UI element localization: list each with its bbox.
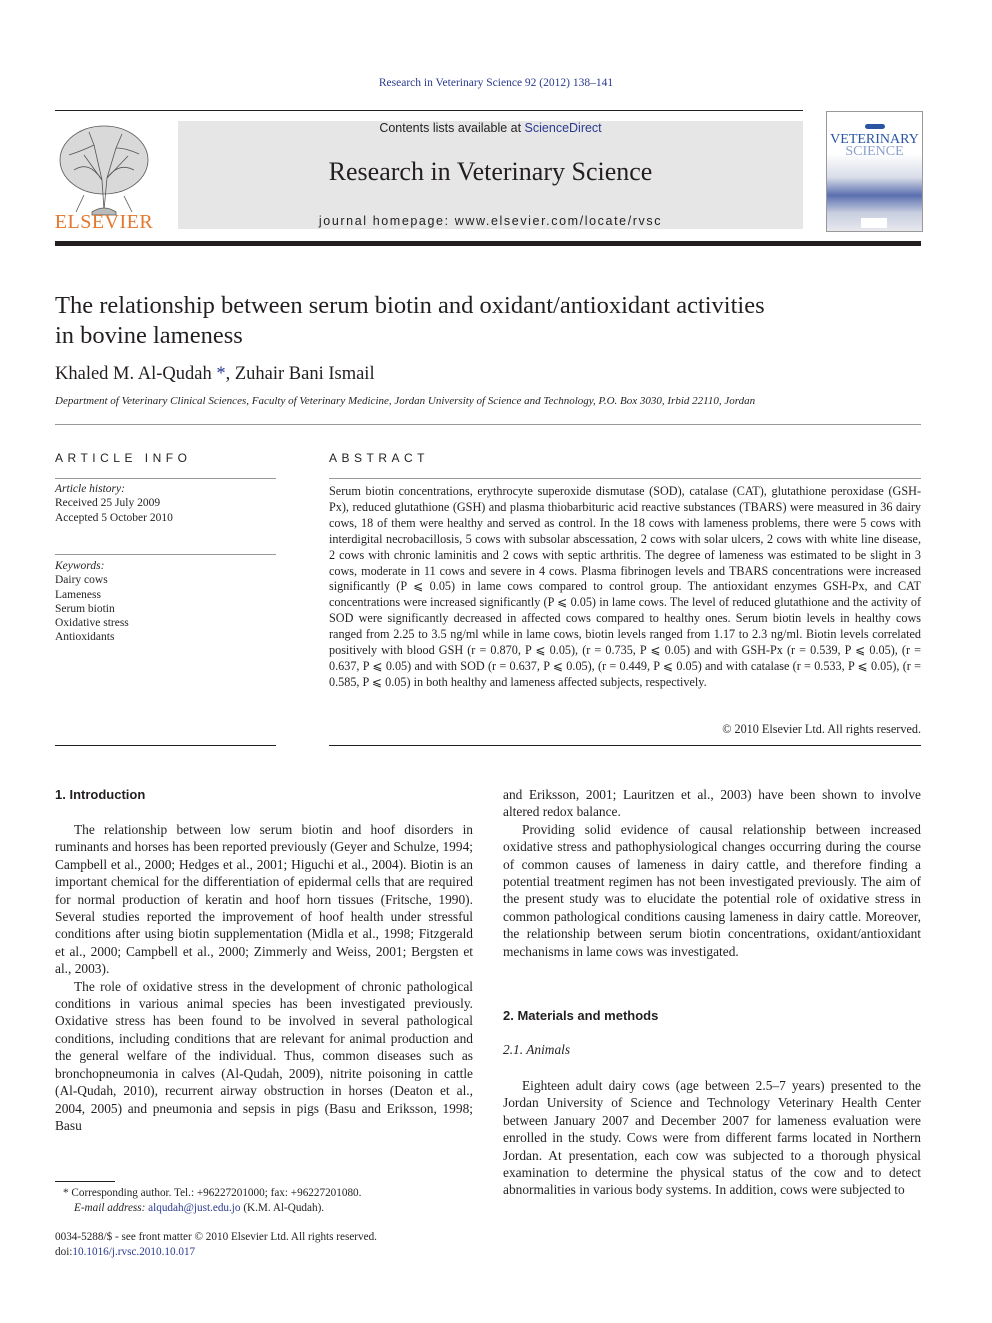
abstract-bottom-rule: [329, 745, 921, 746]
footnote-rule: [55, 1181, 115, 1182]
intro-paragraph-2: The role of oxidative stress in the development of chronic pathological conditions in various animal species has been investigated previously. Oxidative stress has been found to be involved in several pathological conditions, including conditions that are relevant for animal production and the general welfare of the individual. Thus, common diseases such as bronchopneumonia in calves (Al-Qudah, 2009), nitrite poisoning in cattle (Al-Qudah, 2010), recurrent airway obstruction in horses (Deaton et al., 2004, 2005) and pneumonia and sepsis in pigs (Basu and Eriksson, 1998; Basu: [55, 978, 473, 1133]
article-title-line1: The relationship between serum biotin and oxidant/antioxidant activities: [55, 292, 765, 319]
intro-paragraph-3: Providing solid evidence of causal relationship between increased oxidative stress and pathophysiological changes occurring during the course of common causes of lameness in dairy cattle, and therefore finding a potential treatment regimen has not been investigated previously. The aim of the present study was to elucidate the potential role of oxidative stress in common pathological conditions causing lameness in dairy cattle. Moreover, the relationship between serum biotin concentrations, oxidant/antioxidant mechanisms in lame cows was investigated.: [503, 821, 921, 959]
cover-title-line2: SCIENCE: [845, 144, 904, 159]
header-rule: [55, 110, 803, 111]
keywords-label: Keywords:: [55, 560, 105, 572]
article-title: [55, 291, 855, 351]
article-title-line2: in bovine lameness: [55, 322, 243, 349]
author-separator: ,: [225, 364, 235, 384]
keyword: Dairy cows: [55, 574, 108, 587]
footnote: [63, 1186, 361, 1216]
copyright: © 2010 Elsevier Ltd. All rights reserved.: [722, 722, 921, 736]
email-label: E-mail address:: [74, 1202, 149, 1214]
journal-title: Research in Veterinary Science: [328, 157, 653, 186]
intro-paragraph-1: The relationship between low serum biotin and hoof disorders in ruminants and horses has been reported previously (Geyer and Schulze, 1994; Campbell et al., 2000; Hedges et al., 2001; Higuchi et al., 2004). Biotin is an important chemical for the differentiation of epidermal cells that are required for normal production of keratin and hoof horn tissues (Fritsche, 1990). Several studies reported the improvement of hoof health under stressful conditions after using biotin supplementation (Midla et al., 1998; Fitzgerald et al., 2000; Campbell et al., 2000; Zimmerly and Weiss, 2001; Bergsten et al., 2003).: [55, 822, 473, 977]
sciencedirect-link[interactable]: ScienceDirect: [524, 121, 602, 135]
author-2: Zuhair Bani Ismail: [234, 364, 375, 384]
keyword: Oxidative stress: [55, 617, 129, 630]
body-column-left: [55, 821, 473, 1134]
corresponding-author-mark[interactable]: *: [216, 364, 226, 384]
animals-heading: 2.1. Animals: [503, 1042, 571, 1057]
article-info-heading: ARTICLE INFO: [55, 451, 192, 465]
article-info-bottom-rule: [55, 745, 276, 746]
abstract-rule: [329, 478, 921, 479]
cover-emblem: [865, 124, 885, 129]
intro-heading: 1. Introduction: [55, 787, 146, 802]
article-history: [55, 482, 173, 525]
author-1: Khaled M. Al-Qudah: [55, 364, 212, 384]
journal-homepage[interactable]: journal homepage: www.elsevier.com/locate/rvsc: [318, 214, 663, 228]
journal-citation[interactable]: Research in Veterinary Science 92 (2012) 138–141: [378, 77, 614, 89]
article-info-rule: [55, 478, 276, 479]
keywords-rule: [55, 554, 276, 555]
intro-continuation: and Eriksson, 2001; Lauritzen et al., 2003) have been shown to involve altered redox balance.: [503, 787, 921, 820]
journal-cover-image: [826, 111, 923, 232]
history-label: Article history:: [55, 483, 125, 495]
contents-prefix: Contents lists available at: [379, 121, 525, 135]
affiliation: Department of Veterinary Clinical Sciences, Faculty of Veterinary Medicine, Jordan University of Science and Technology, P.O. Box 3030, Irbid 22110, Jordan: [55, 395, 756, 407]
abstract-heading: ABSTRACT: [329, 451, 430, 465]
doi-prefix: doi:: [55, 1246, 73, 1258]
animals-section: [503, 1077, 921, 1199]
animals-paragraph-1: Eighteen adult dairy cows (age between 2.5–7 years) presented to the Jordan University of Science and Technology Veterinary Health Center between January 2007 and December 2007 for lameness evaluation were enrolled in the study. Cows were from different farms located in Northern Jordan. At presentation, each cow was subjected to a thorough physical examination to determine the physical status of the cow and to detect abnormalities in various body systems. In addition, cows were subjected to: [503, 1078, 921, 1198]
issn-line: 0034-5288/$ - see front matter © 2010 Elsevier Ltd. All rights reserved.: [55, 1231, 377, 1243]
front-matter: [55, 1230, 377, 1260]
publisher-logo-text: ELSEVIER: [54, 211, 154, 233]
email-link[interactable]: alqudah@just.edu.jo: [148, 1202, 241, 1214]
body-column-right: [503, 786, 921, 960]
cover-title: [827, 134, 922, 158]
contents-line: [178, 121, 803, 135]
footnote-corresponding: Corresponding author. Tel.: +96227201000; fax: +96227201080.: [71, 1187, 362, 1199]
keywords-block: [55, 559, 129, 645]
doi-link[interactable]: 10.1016/j.rvsc.2010.10.017: [72, 1246, 196, 1258]
affiliation-rule: [55, 424, 921, 425]
footnote-mark: *: [63, 1187, 69, 1199]
doi-line: [55, 1245, 377, 1260]
header-thick-rule: [55, 241, 921, 246]
cover-title-line1: VETERINARY: [830, 132, 919, 147]
cover-panel: [861, 218, 887, 228]
abstract-text: Serum biotin concentrations, erythrocyte superoxide dismutase (SOD), catalase (CAT), glutathione peroxidase (GSH-Px), reduced glutathione (GSH) and plasma thiobarbituric acid reactive substances (TBARS) were measured in 36 dairy cows, 18 of them were healthy and served as control. In the 18 cows with lameness problems, there were 5 cows with interdigital necrobacillosis, 5 cows with subsolar abscessation, 2 cows with solar ulcers, 2 cows with white line disease, 2 cows with chronic laminitis and 2 cows with septic arthritis. The degree of lameness was estimated to be slight in 3 cows, moderate in 11 cows and severe in 4 cows. Plasma fibrinogen levels and TBARS concentrations were increased significantly (P ⩽ 0.05) in lame cows compared to control group. The antioxidant enzymes GSH-Px, and CAT concentrations were increased significantly (P ⩽ 0.05) in lame cows. The level of reduced glutathione and the activity of SOD were significantly decreased in affected cows compared to healthy ones. Serum biotin levels in healthy cows ranged from 2.25 to 3.5 ng/ml while in lame cows, biotin levels ranged from 1.17 to 2.3 ng/ml. Biotin levels correlated positively with blood GSH (r = 0.870, P ⩽ 0.05), (r = 0.735, P ⩽ 0.05) and with GSH-Px (r = 0.539, P ⩽ 0.05), (r = 0.637, P ⩽ 0.05) and with SOD (r = 0.637, P ⩽ 0.05), (r = 0.449, P ⩽ 0.05) and with catalase (r = 0.533, P ⩽ 0.05), (r = 0.585, P ⩽ 0.05) in both healthy and lameness affected subjects, respectively.: [329, 484, 921, 689]
keyword: Lameness: [55, 588, 101, 601]
accepted-date: Accepted 5 October 2010: [55, 511, 173, 524]
email-suffix: (K.M. Al-Qudah).: [240, 1202, 325, 1214]
author-list: [55, 364, 375, 385]
keyword: Antioxidants: [55, 631, 115, 644]
keyword: Serum biotin: [55, 602, 115, 615]
methods-heading: 2. Materials and methods: [503, 1008, 659, 1023]
corresponding-author-note: [63, 1186, 361, 1201]
email-note: [63, 1201, 361, 1216]
received-date: Received 25 July 2009: [55, 497, 161, 510]
